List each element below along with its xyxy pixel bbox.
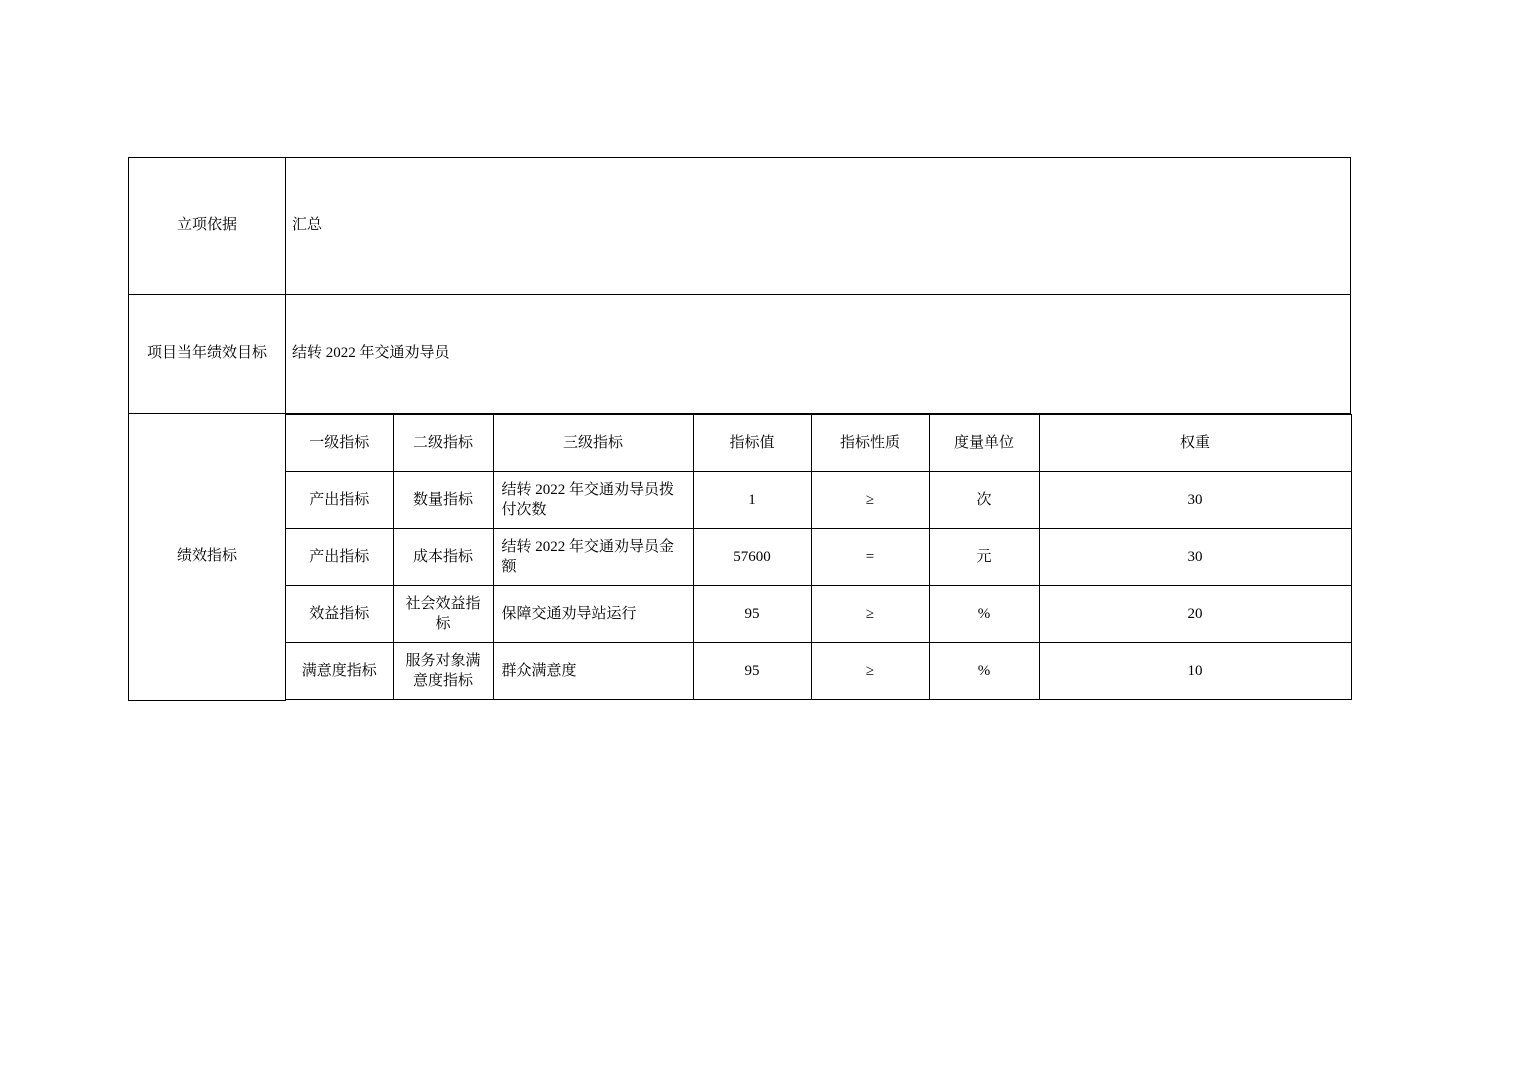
cell-value: 95 <box>693 586 811 643</box>
cell-weight: 30 <box>1039 529 1351 586</box>
header-weight: 权重 <box>1039 415 1351 472</box>
cell-nature: = <box>811 529 929 586</box>
indicators-container <box>286 414 1351 701</box>
indicators-table <box>286 414 1352 700</box>
cell-unit: % <box>929 586 1039 643</box>
cell-value: 57600 <box>693 529 811 586</box>
table-row <box>286 472 1351 529</box>
cell-level2: 服务对象满意度指标 <box>393 643 493 700</box>
cell-value: 1 <box>693 472 811 529</box>
cell-nature: ≥ <box>811 586 929 643</box>
cell-weight: 10 <box>1039 643 1351 700</box>
cell-level1: 产出指标 <box>286 529 393 586</box>
row-value-basis: 汇总 <box>286 158 1351 295</box>
indicators-header-row <box>286 415 1351 472</box>
cell-level3: 结转 2022 年交通劝导员拨付次数 <box>493 472 693 529</box>
table-row <box>286 529 1351 586</box>
table-row <box>286 586 1351 643</box>
cell-level1: 产出指标 <box>286 472 393 529</box>
cell-level2: 成本指标 <box>393 529 493 586</box>
cell-level3: 保障交通劝导站运行 <box>493 586 693 643</box>
cell-unit: 元 <box>929 529 1039 586</box>
header-level2: 二级指标 <box>393 415 493 472</box>
cell-unit: 次 <box>929 472 1039 529</box>
cell-weight: 30 <box>1039 472 1351 529</box>
cell-value: 95 <box>693 643 811 700</box>
cell-weight: 20 <box>1039 586 1351 643</box>
row-label-indicators: 绩效指标 <box>129 414 286 701</box>
cell-level3: 结转 2022 年交通劝导员金额 <box>493 529 693 586</box>
cell-level3: 群众满意度 <box>493 643 693 700</box>
cell-level1: 效益指标 <box>286 586 393 643</box>
header-nature: 指标性质 <box>811 415 929 472</box>
table-row-indicators <box>129 414 1351 701</box>
cell-nature: ≥ <box>811 472 929 529</box>
cell-level1: 满意度指标 <box>286 643 393 700</box>
cell-level2: 社会效益指标 <box>393 586 493 643</box>
cell-unit: % <box>929 643 1039 700</box>
row-label-basis: 立项依据 <box>129 158 286 295</box>
header-level3: 三级指标 <box>493 415 693 472</box>
cell-level2: 数量指标 <box>393 472 493 529</box>
table-row-target <box>129 295 1351 414</box>
header-value: 指标值 <box>693 415 811 472</box>
row-label-target: 项目当年绩效目标 <box>129 295 286 414</box>
table-row-basis <box>129 158 1351 295</box>
row-value-target: 结转 2022 年交通劝导员 <box>286 295 1351 414</box>
performance-target-table <box>128 157 1351 701</box>
table-row <box>286 643 1351 700</box>
header-unit: 度量单位 <box>929 415 1039 472</box>
cell-nature: ≥ <box>811 643 929 700</box>
header-level1: 一级指标 <box>286 415 393 472</box>
